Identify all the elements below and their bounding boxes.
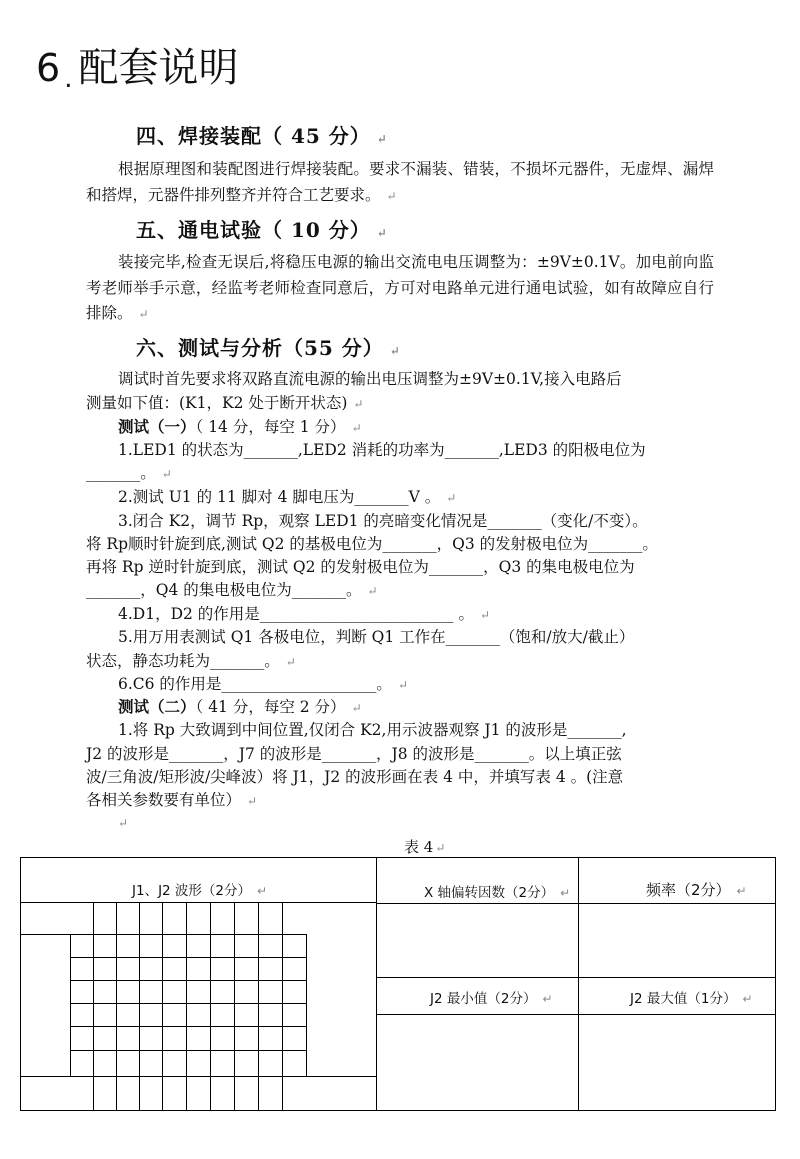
header-x-factor [424, 881, 570, 901]
return-mark-icon: ↵ [376, 226, 388, 240]
right-mid-line [376, 977, 776, 978]
q1-line2-text: _______。 [86, 464, 156, 482]
section-4-heading [136, 120, 388, 149]
t2-line2-text: J2 的波形是_______，J7 的波形是_______，J8 的波形是_______。以上填正弦 [86, 745, 622, 763]
test-2-label: 测试（二） [118, 697, 196, 716]
q5-line1-text: 5.用万用表测试 Q1 各极电位，判断 Q1 工作在_______（饱和/放大/截止） [118, 628, 635, 646]
table-border-top [20, 857, 776, 858]
return-mark-icon: ↵ [351, 701, 362, 715]
test-2-line4 [86, 788, 257, 815]
return-mark-icon: ↵ [367, 584, 378, 598]
return-mark-icon: ↵ [247, 794, 258, 808]
return-mark-icon: ↵ [742, 992, 753, 1006]
q3-line1-text: 3.闭合 K2，调节 Rp，观察 LED1 的亮暗变化情况是_______（变化/不变）。 [118, 512, 648, 530]
grid-h-line [20, 934, 306, 935]
header-j2-min-text: J2 最小值（2分） [430, 991, 537, 1007]
section-6-heading-text: 六、测试与分析（55 分） [136, 336, 384, 360]
section-5-heading-text: 五、通电试验（ 10 分） [136, 218, 371, 242]
header-waveform [132, 879, 267, 899]
return-mark-icon: ↵ [138, 307, 149, 321]
section-5-body-text: 装接完毕,检查无误后,将稳压电源的输出交流电电压调整为：±9V±0.1V。加电前向监考老师举手示意，经监考老师检查同意后，方可对电路单元进行通电试验，如有故障应自行排除。 [86, 253, 714, 322]
return-mark-icon: ↵ [285, 655, 296, 669]
section-4-body-text: 根据原理图和装配图进行焊接装配。要求不漏装、错装，不损坏元器件，无虚焊、漏焊和搭焊，元器件排列整齐并符合工艺要求。 [86, 160, 714, 204]
question-1-line2 [86, 461, 172, 488]
empty-line [118, 810, 128, 837]
test-2-points: （ 41 分，每空 2 分） [195, 698, 346, 716]
return-mark-icon: ↵ [257, 884, 268, 898]
q2-text: 2.测试 U1 的 11 脚对 4 脚电压为_______V 。 [118, 488, 441, 506]
return-mark-icon: ↵ [736, 884, 747, 898]
return-mark-icon: ↵ [435, 841, 446, 855]
question-2 [118, 485, 456, 512]
grid-h-line [70, 1026, 306, 1027]
q3-line4-text: _______，Q4 的集电极电位为_______。 [86, 581, 362, 599]
test-2-line3 [86, 765, 623, 791]
q1-line1-text: 1.LED1 的状态为_______,LED2 消耗的功率为_______,LED3 的阳极电位为 [118, 441, 646, 459]
table-4-caption [404, 836, 445, 857]
test-1-label: 测试（一） [118, 417, 196, 436]
grid-v-line [70, 934, 71, 1076]
return-mark-icon: ↵ [161, 467, 172, 481]
question-5-line1 [118, 625, 634, 651]
q4-text: 4.D1，D2 的作用是_________________________ 。 [118, 605, 474, 623]
return-mark-icon: ↵ [389, 344, 401, 358]
section-6-intro-line1 [118, 367, 622, 393]
return-mark-icon: ↵ [376, 132, 388, 146]
table-4-caption-text: 表 4 [404, 838, 434, 856]
grid-h-line [70, 980, 306, 981]
title-dot: . [64, 64, 73, 94]
question-1-line1 [118, 438, 646, 464]
table-border-bottom [20, 1110, 776, 1111]
return-mark-icon: ↵ [446, 491, 457, 505]
page-title [36, 36, 238, 94]
return-mark-icon: ↵ [386, 188, 397, 203]
q5-line2-text: 状态，静态功耗为_______。 [86, 652, 280, 670]
section-5-body [86, 250, 714, 328]
header-waveform-text: J1、J2 波形（2分） [132, 883, 252, 899]
return-mark-icon: ↵ [542, 992, 553, 1006]
test-2-line1 [118, 718, 627, 744]
section-6-heading [136, 332, 401, 361]
header-frequency [646, 879, 747, 900]
question-3-line3 [86, 555, 635, 581]
question-3-line1 [118, 509, 648, 535]
question-3-line4 [86, 578, 378, 605]
test-2-line2 [86, 742, 622, 768]
right-header-line [376, 903, 776, 904]
t2-line4-text: 各相关参数要有单位） [86, 791, 242, 809]
table-divider-waveform [376, 857, 377, 1111]
title-text: 配套说明 [78, 45, 239, 91]
q3-line3-text: 再将 Rp 逆时针旋到底，测试 Q2 的发射极电位为_______，Q3 的集电极电位为 [86, 558, 635, 576]
header-frequency-text: 频率（2分） [646, 881, 731, 899]
header-j2-max-text: J2 最大值（1分） [630, 991, 737, 1007]
return-mark-icon: ↵ [479, 608, 491, 622]
grid-v-line [306, 934, 307, 1076]
waveform-grid [20, 902, 376, 1110]
section-4-heading-text: 四、焊接装配（ 45 分） [136, 124, 371, 148]
return-mark-icon: ↵ [118, 816, 129, 830]
right-mid-line-2 [376, 1014, 776, 1015]
test-1-points: （ 14 分，每空 1 分） [195, 418, 346, 436]
table-divider-right [578, 857, 579, 1111]
grid-h-line [70, 1050, 306, 1051]
return-mark-icon: ↵ [560, 886, 571, 900]
return-mark-icon: ↵ [397, 678, 408, 692]
t2-line1-text: 1.将 Rp 大致调到中间位置,仅闭合 K2,用示波器观察 J1 的波形是_______, [118, 721, 627, 739]
section-4-body [86, 157, 714, 209]
header-j2-min [430, 987, 553, 1007]
intro-line2-text: 测量如下值：(K1，K2 处于断开状态) [86, 394, 348, 412]
grid-h-line [70, 1003, 306, 1004]
return-mark-icon: ↵ [353, 397, 364, 411]
section-number: 6 [36, 46, 61, 90]
header-x-factor-text: X 轴偏转因数（2分） [424, 885, 555, 901]
intro-line1-text: 调试时首先要求将双路直流电源的输出电压调整为±9V±0.1V,接入电路后 [118, 370, 622, 388]
grid-h-line [70, 957, 306, 958]
section-5-heading [136, 214, 388, 243]
t2-line3-text: 波/三角波/矩形波/尖峰波）将 J1，J2 的波形画在表 4 中，并填写表 4 。(注意 [86, 768, 624, 786]
grid-h-line [20, 1076, 376, 1077]
question-3-line2 [86, 532, 658, 558]
table-4 [20, 857, 776, 1111]
table-border-right [775, 857, 776, 1111]
q6-text: 6.C6 的作用是____________________。 [118, 675, 392, 693]
return-mark-icon: ↵ [351, 421, 362, 435]
header-j2-max [630, 987, 753, 1007]
q3-line2-text: 将 Rp顺时针旋到底,测试 Q2 的基极电位为_______，Q3 的发射极电位为_______。 [86, 535, 658, 553]
